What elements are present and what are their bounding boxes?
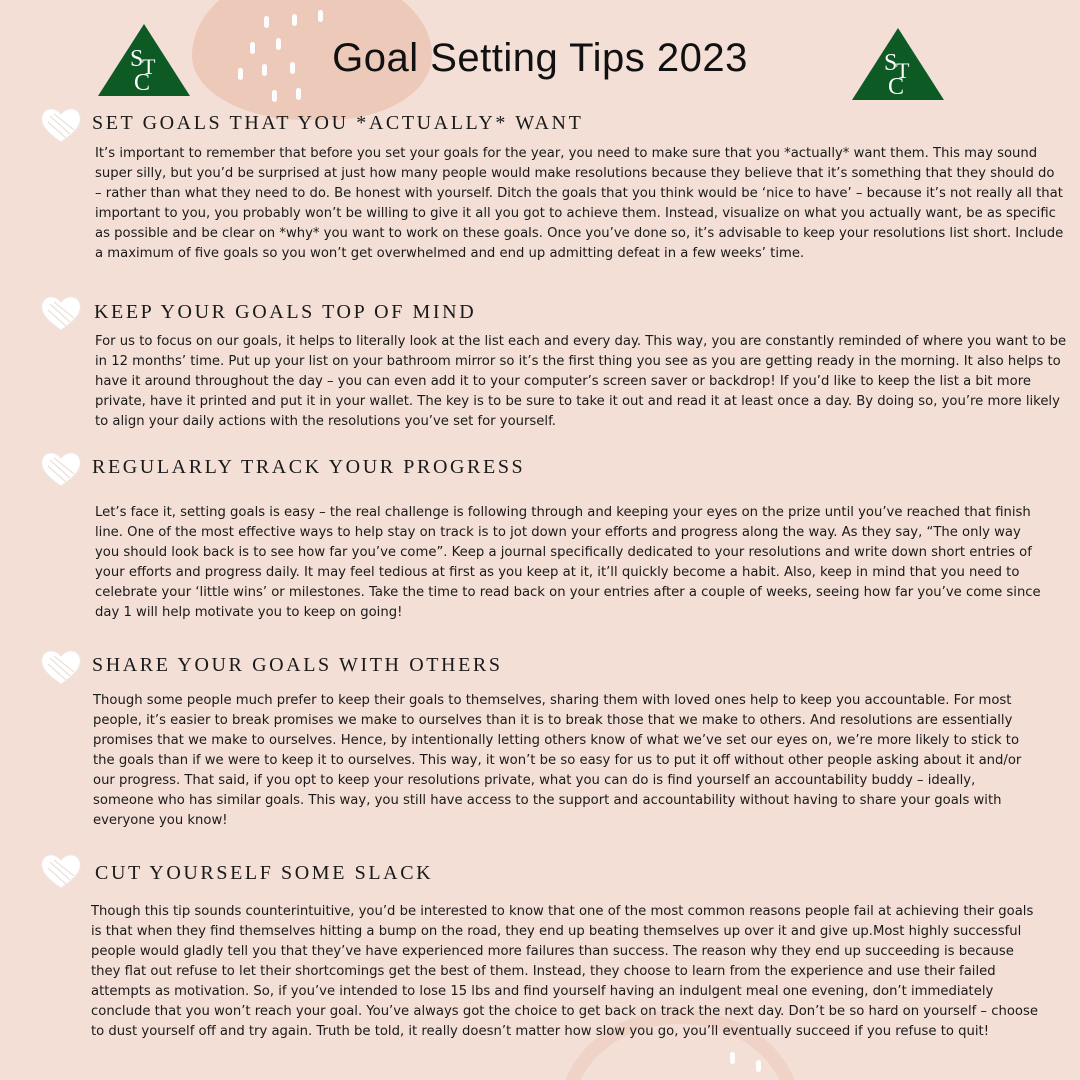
section-body: Though some people much prefer to keep their goals to themselves, sharing them with loved ones help to keep you accountable. For most people, it’s easier to break promises we make to ourselves than it is to break those that we make to others. And resolutions are essentially promises that we make to ourselves. Hence, by intentionally letting others know of what we’ve set our eyes on, we’re more likely to stick to the goals than if we were to keep it to ourselves. This way, it won’t be so easy for us to put it off without other people asking about it and/or our progress. That said, if you opt to keep your resolutions private, what you can do is find yourself an accountability buddy – ideally, someone who has similar goals. This way, you still have access to the support and accountability without having to share your goals with everyone you know! bbox=[93, 693, 1022, 828]
page-title: Goal Setting Tips 2023 bbox=[332, 36, 748, 80]
svg-text:T: T bbox=[142, 54, 156, 79]
background-dot bbox=[292, 14, 297, 26]
section-heading: REGULARLY TRACK YOUR PROGRESS bbox=[92, 456, 526, 478]
section-heading: KEEP YOUR GOALS TOP OF MIND bbox=[94, 301, 477, 323]
background-dot bbox=[756, 1060, 761, 1072]
section-body: Though this tip sounds counterintuitive, you’d be interested to know that one of the most common reasons people fail at achieving their goals is that when they find themselves hitting a bump on the road, they end up beating themselves up over it and give up.Most highly successful people would gladly tell you that they’ve have experienced more failures than success. The reason why they end up succeeding is because they flat out refuse to let their shortcomings get the best of them. Instead, they choose to learn from the experience and use their failed attempts as motivation. So, if you’ve intended to lose 15 lbs and find yourself having an indulgent meal one evening, don’t immediately conclude that you won’t reach your goal. You’ve always got the choice to get back on track the next day. Don’t be so hard on yourself – choose to dust yourself off and try again. Truth be told, it really doesn’t matter how slow you go, you’ll eventually succeed if you refuse to quit! bbox=[91, 904, 1038, 1039]
section-body: It’s important to remember that before you set your goals for the year, you need to make sure that you *actually* want them. This may sound super silly, but you’d be surprised at just how many people would make resolutions because they believe that it’s something that they should do – rather than what they need to do. Be honest with yourself. Ditch the goals that you think would be ‘nice to have’ – because it’s not really all that important to you, you probably won’t be willing to give it all you got to achieve them. Instead, visualize on what you actually want, be as specific as possible and be clear on *why* you want to work on these goals. Once you’ve done so, it’s advisable to keep your resolutions list short. Include a maximum of five goals so you won’t get overwhelmed and end up admitting defeat in a few weeks’ time. bbox=[95, 146, 1064, 261]
svg-text:T: T bbox=[896, 58, 910, 83]
svg-text:S: S bbox=[884, 50, 898, 76]
svg-text:C: C bbox=[888, 74, 905, 100]
heart-icon bbox=[40, 294, 82, 332]
heart-icon bbox=[40, 852, 82, 890]
background-dot bbox=[730, 1052, 735, 1064]
section-body: Let’s face it, setting goals is easy – the real challenge is following through and keeping your eyes on the prize until you’ve reached that finish line. One of the most effective ways to help stay on track is to jot down your efforts and progress along the way. As they say, “The only way you should look back is to see how far you’ve come”. Keep a journal specifically dedicated to your resolutions and write down short entries of your efforts and progress daily. It may feel tedious at first as you keep at it, it’ll quickly become a habit. Also, keep in mind that you need to celebrate your ‘little wins’ or milestones. Take the time to read back on your entries after a couple of weeks, seeing how far you’ve come since day 1 will help motivate you to keep on going! bbox=[95, 505, 1041, 620]
section-heading: CUT YOURSELF SOME SLACK bbox=[95, 862, 434, 884]
heart-icon bbox=[40, 106, 82, 144]
background-dot bbox=[264, 16, 269, 28]
section-body: For us to focus on our goals, it helps to literally look at the list each and every day. This way, you are constantly reminded of where you want to be in 12 months’ time. Put up your list on your bathroom mirror so it’s the first thing you see as you are getting ready in the morning. It also helps to have it around throughout the day – you can even add it to your computer’s screen saver or backdrop! If you’d like to keep the list a bit more private, have it printed and put it in your wallet. The key is to be sure to take it out and read it at least once a day. By doing so, you’re more likely to align your daily actions with the resolutions you’ve set for yourself. bbox=[95, 334, 1067, 429]
section-heading: SET GOALS THAT YOU *ACTUALLY* WANT bbox=[92, 112, 584, 134]
background-dot bbox=[318, 10, 323, 22]
section-heading: SHARE YOUR GOALS WITH OTHERS bbox=[92, 654, 503, 676]
svg-text:C: C bbox=[134, 70, 151, 96]
background-dot bbox=[296, 88, 301, 100]
stc-logo-right bbox=[850, 26, 946, 102]
heart-icon bbox=[40, 648, 82, 686]
heart-icon bbox=[40, 450, 82, 488]
svg-text:S: S bbox=[130, 46, 144, 72]
background-dot bbox=[272, 90, 277, 102]
